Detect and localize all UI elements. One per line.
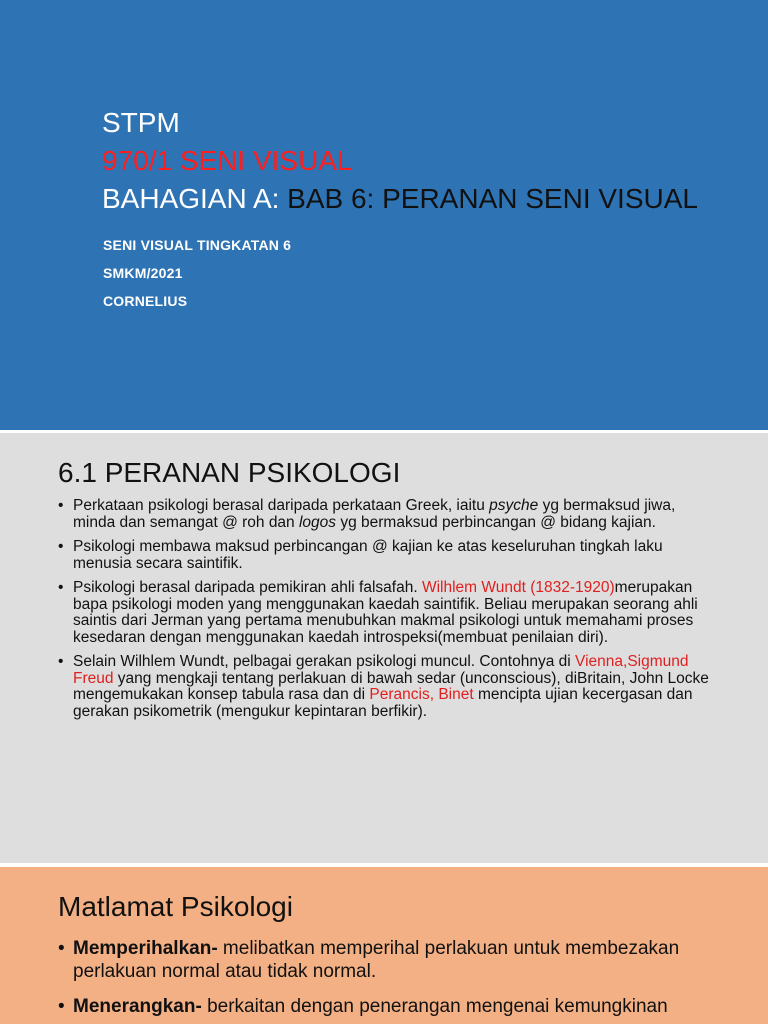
bullet-item [58, 498, 718, 531]
subtitle-block [103, 231, 291, 315]
bullet-item [58, 654, 718, 720]
subtitle-course: SENI VISUAL TINGKATAN 6 [103, 237, 292, 253]
highlight-text: Wilhlem Wundt (1832-1920) [421, 579, 615, 596]
bullet-text: mencipta ujian kecergasan dan gerakan psikometrik (mengukur kepintaran berfikir). [73, 686, 693, 720]
bullet-text: melibatkan memperihal perlakuan untuk membezakan perlakuan normal atau tidak normal. [73, 938, 680, 982]
slide-heading: Matlamat Psikologi [58, 891, 293, 922]
bullet-item [58, 937, 738, 983]
subtitle-school: SMKM/2021 [103, 265, 183, 281]
bullet-term: Menerangkan- [73, 996, 202, 1017]
bullet-italic-term: logos [298, 513, 337, 531]
subtitle-author: CORNELIUS [103, 293, 188, 309]
bullet-item [58, 995, 738, 1018]
bullet-text: yg bermaksud perbincangan @ bidang kajian. [336, 513, 656, 531]
bullet-text: berkaitan dengan penerangan mengenai kemungkinan [201, 996, 668, 1017]
slide-heading: 6.1 PERANAN PSIKOLOGI [58, 457, 401, 488]
bullet-text: merupakan bapa psikologi moden yang menggunakan kaedah saintifik. Beliau merupakan seorang ahli saintis dari Jerman yang pertama menubuhkan makmal psikologi untuk memahami proses kesedaran dengan menggunakan kaedah introspeksi(membuat penilaian diri). [73, 579, 698, 646]
title-subject-code: 970/1 SENI VISUAL [102, 145, 353, 176]
bullet-text: Selain Wilhlem Wundt, pelbagai gerakan psikologi muncul. Contohnya di [73, 653, 576, 670]
bullet-text: yang mengkaji tentang perlakuan di bawah sedar (unconscious), diBritain, John Locke mengemukakan konsep tabula rasa dan di [73, 669, 709, 703]
title-block [102, 104, 698, 218]
highlight-text: Perancis, Binet [369, 686, 474, 703]
slide-peranan-psikologi [0, 433, 768, 863]
title-stpm: STPM [102, 107, 180, 138]
title-section-prefix: BAHAGIAN A: [102, 183, 288, 214]
bullet-term: Memperihalkan- [73, 938, 218, 959]
highlight-text: Vienna,Sigmund Freud [73, 653, 689, 687]
bullet-italic-term: psyche [489, 497, 539, 514]
slide-title [0, 0, 768, 430]
title-chapter: BAB 6: PERANAN SENI VISUAL [287, 183, 698, 214]
bullet-list [58, 937, 738, 1030]
bullet-item: • Psikologi membawa maksud perbincangan @ kajian ke atas keseluruhan tingkah laku menusia secara saintifik. [58, 539, 718, 572]
bullet-text: Psikologi berasal daripada pemikiran ahli falsafah. [73, 579, 422, 596]
slide-matlamat-psikologi [0, 867, 768, 1024]
bullet-item [58, 580, 718, 646]
bullet-list [58, 498, 718, 728]
bullet-text: yg bermaksud jiwa, minda dan semangat @ roh dan [73, 497, 676, 531]
title-section [102, 180, 698, 218]
bullet-text: Perkataan psikologi berasal daripada perkataan Greek, iaitu [73, 497, 490, 514]
